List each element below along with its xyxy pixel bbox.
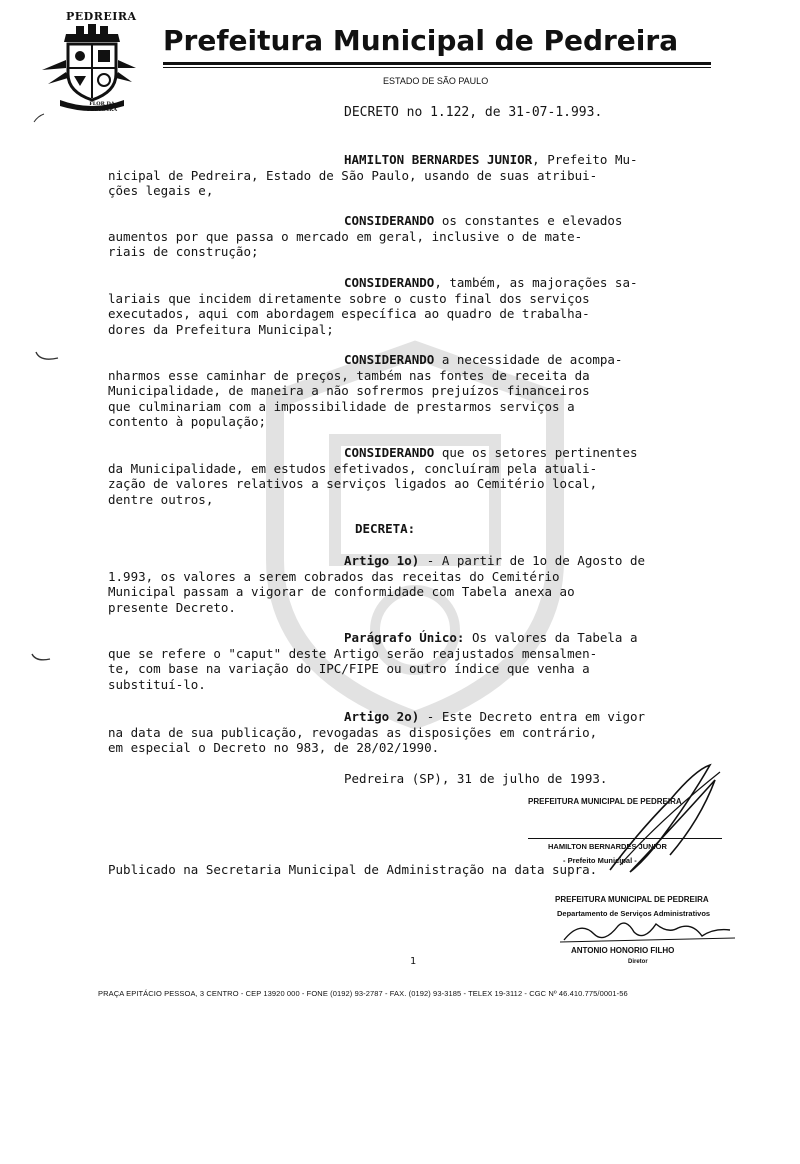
- pu-line-1: Parágrafo Único: Os valores da Tabela a: [344, 630, 638, 645]
- paragraph-keyword: CONSIDERANDO: [344, 275, 435, 290]
- a1-line-2: 1.993, os valores a serem cobrados das receitas do Cemitério: [108, 568, 560, 584]
- considerando-2: [108, 275, 720, 337]
- paragrafo-unico: [108, 630, 720, 692]
- paragraph-keyword: CONSIDERANDO: [344, 445, 435, 460]
- artigo-2: [108, 709, 720, 756]
- c1-line-2: aumentos por que passa o mercado em geral, inclusive o de mate-: [108, 228, 583, 244]
- mayor-role: - Prefeito Municipal -: [563, 856, 637, 865]
- paragraph-keyword: CONSIDERANDO: [344, 352, 435, 367]
- a2-line-1: Artigo 2o) - Este Decreto entra em vigor: [344, 709, 646, 724]
- margin-mark-3: [30, 650, 52, 664]
- margin-mark-1: [32, 112, 46, 126]
- pu-line-2: que se refere o "caput" deste Artigo serão reajustados mensalmen-: [108, 645, 598, 661]
- header-rule-thin: [163, 67, 711, 68]
- c4-line-1: CONSIDERANDO que os setores pertinentes: [344, 445, 638, 460]
- admin-stamp-dept: Departamento de Serviços Administrativos: [557, 909, 711, 918]
- c3-line-1: CONSIDERANDO a necessidade de acompa-: [344, 352, 623, 367]
- page-number: 1: [410, 956, 417, 967]
- margin-mark-2: [34, 348, 60, 364]
- c3-line-3: Municipalidade, de maneira a não sofrermos prejuízos financeiros: [108, 383, 590, 398]
- intro-line-1: HAMILTON BERNARDES JUNIOR, Prefeito Mu-: [344, 152, 638, 167]
- admin-name: ANTONIO HONORIO FILHO: [571, 946, 675, 955]
- c2-line-4: dores da Prefeitura Municipal;: [108, 321, 334, 337]
- header-rule-thick: [163, 62, 711, 65]
- c2-line-2: lariais que incidem diretamente sobre o custo final dos serviços: [108, 290, 590, 306]
- paragraph-keyword: Artigo 1o): [344, 553, 420, 568]
- date-line: Pedreira (SP), 31 de julho de 1993.: [344, 771, 608, 786]
- considerando-4: [108, 445, 720, 507]
- mayor-signature-line: [528, 838, 722, 839]
- admin-role: Diretor: [628, 959, 648, 965]
- admin-stamp-org: PREFEITURA MUNICIPAL DE PEDREIRA: [555, 895, 709, 904]
- a1-line-1: Artigo 1o) - A partir de 1o de Agosto de: [344, 553, 646, 568]
- mayor-name: HAMILTON BERNARDES JUNIOR: [548, 842, 667, 851]
- considerando-1: [108, 213, 720, 260]
- intro-paragraph: [108, 152, 720, 199]
- a1-line-4: presente Decreto.: [108, 599, 236, 615]
- letterhead-footer: PRAÇA EPITÁCIO PESSOA, 3 CENTRO - CEP 13920 000 - FONE (0192) 93-2787 - FAX. (0192) 93-3185 - TELEX 19-3112 - CGC Nº 46.410.775/0001-56: [98, 989, 628, 998]
- c2-line-3: executados, aqui com abordagem específica ao quadro de trabalha-: [108, 306, 590, 321]
- c3-line-2: nharmos esse caminhar de preços, também nas fontes de receita da: [108, 367, 590, 383]
- crest-top-text: PEDREIRA: [66, 10, 137, 23]
- artigo-1: [108, 553, 720, 615]
- pu-line-3: te, com base na variação do IPC/FIPE ou outro índice que venha a: [108, 661, 590, 676]
- a2-line-2: na data de sua publicação, revogadas as disposições em contrário,: [108, 724, 598, 740]
- c3-line-5: contento à população;: [108, 414, 267, 429]
- c3-line-4: que culminariam com a impossibilidade de prestarmos serviços a: [108, 398, 575, 414]
- a1-line-3: Municipal passam a vigorar de conformidade com Tabela anexa ao: [108, 584, 575, 599]
- paragraph-keyword: Artigo 2o): [344, 709, 420, 724]
- c2-line-1: CONSIDERANDO, também, as majorações sa-: [344, 275, 638, 290]
- c4-line-3: zação de valores relativos a serviços ligados ao Cemitério local,: [108, 476, 598, 491]
- state-name: ESTADO DE SÃO PAULO: [383, 76, 489, 86]
- c4-line-4: dentre outros,: [108, 491, 214, 507]
- pu-line-4: substituí-lo.: [108, 676, 206, 692]
- mayor-stamp-org: PREFEITURA MUNICIPAL DE PEDREIRA: [528, 797, 682, 806]
- letterhead-title: Prefeitura Municipal de Pedreira: [163, 24, 679, 57]
- paragraph-keyword: HAMILTON BERNARDES JUNIOR: [344, 152, 533, 167]
- admin-signature: [560, 916, 740, 948]
- intro-line-2: nicipal de Pedreira, Estado de São Paulo, usando de suas atribui-: [108, 167, 598, 183]
- publication-note: Publicado na Secretaria Municipal de Administração na data supra.: [108, 862, 598, 877]
- crest-motto: FLOR DA PEDREIRA: [86, 101, 118, 113]
- c4-line-2: da Municipalidade, em estudos efetivados, concluíram pela atuali-: [108, 460, 598, 476]
- considerando-3: [108, 352, 720, 430]
- intro-line-3: ções legais e,: [108, 183, 214, 198]
- paragraph-keyword: CONSIDERANDO: [344, 213, 435, 228]
- c1-line-1: CONSIDERANDO os constantes e elevados: [344, 213, 623, 228]
- decreta-heading: DECRETA:: [355, 521, 416, 536]
- c1-line-3: riais de construção;: [108, 244, 259, 259]
- a2-line-3: em especial o Decreto no 983, de 28/02/1990.: [108, 740, 440, 755]
- decree-title: DECRETO no 1.122, de 31-07-1.993.: [344, 105, 603, 120]
- paragraph-keyword: Parágrafo Único:: [344, 630, 465, 645]
